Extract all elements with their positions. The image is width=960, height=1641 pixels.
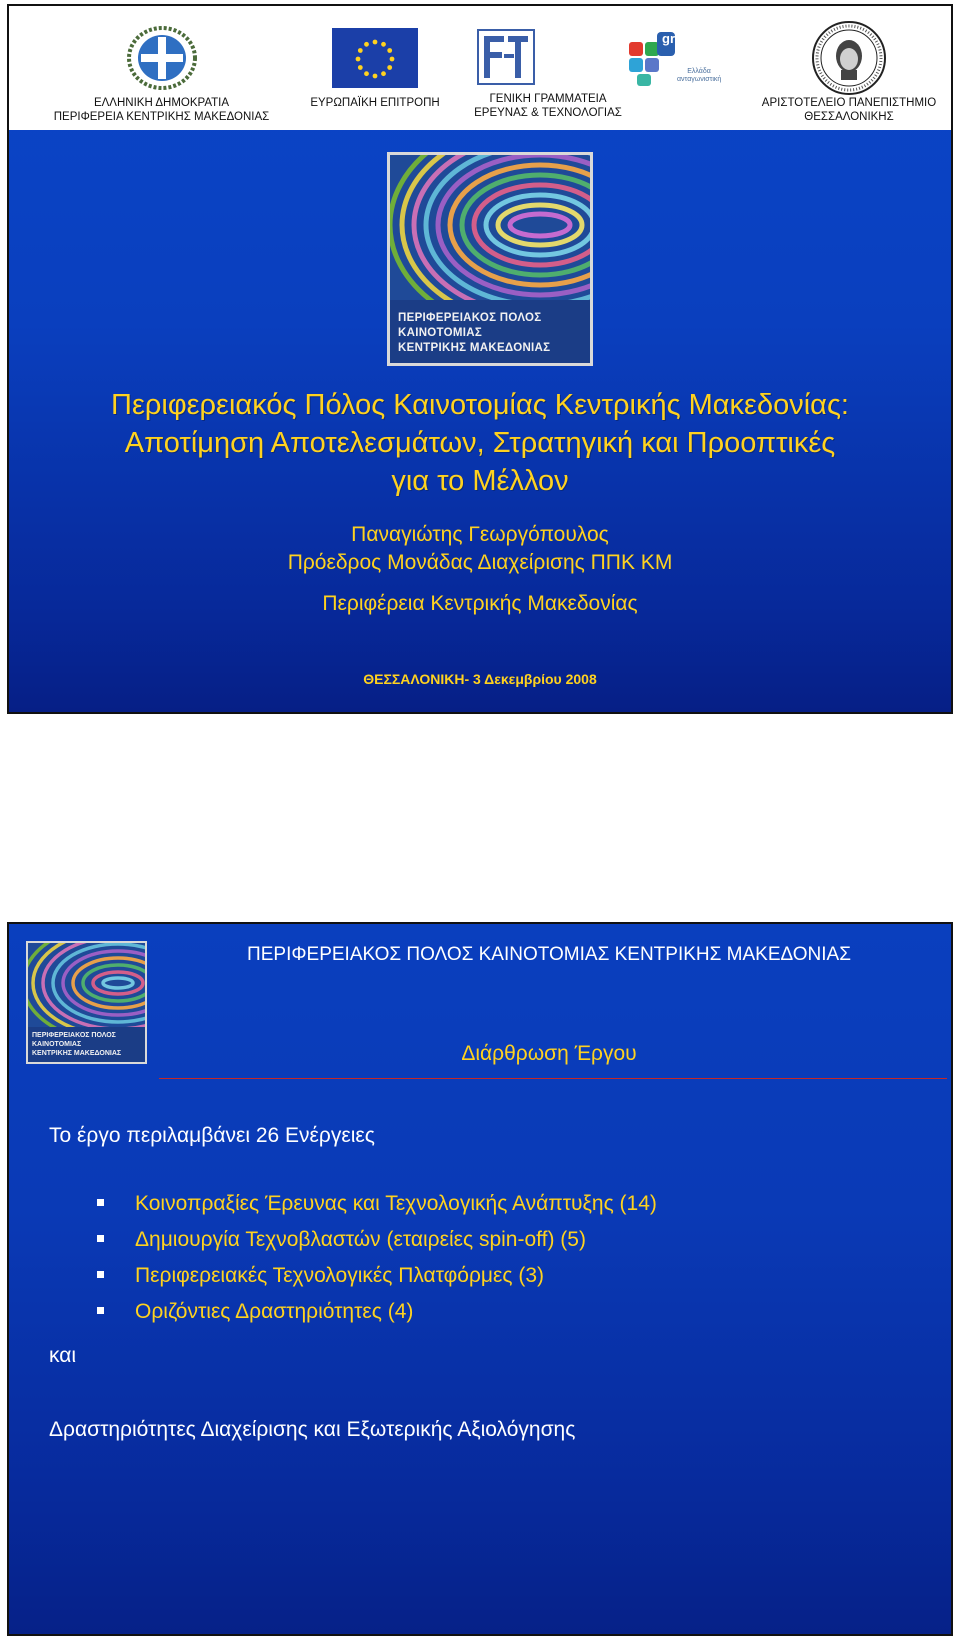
logo-greek-republic-label <box>29 96 294 124</box>
logo-european-commission-label <box>292 96 458 110</box>
cover-line: ΠΕΡΙΦΕΡΕΙΑΚΟΣ ΠΟΛΟΣ <box>398 312 542 324</box>
region-label: Περιφέρεια Κεντρικής Μακεδονίας <box>322 592 638 615</box>
cover-line: ΚΑΙΝΟΤΟΜΙΑΣ <box>398 327 483 339</box>
presenter <box>9 521 951 577</box>
thumb-line: ΠΕΡΙΦΕΡΕΙΑΚΟΣ ΠΟΛΟΣ <box>32 1032 116 1039</box>
list-item <box>97 1186 657 1222</box>
title-line: για το Μέλλον <box>391 465 569 497</box>
gr-mark: gr <box>662 31 675 46</box>
list-item-text: Περιφερειακές Τεχνολογικές Πλατφόρμες (3) <box>135 1264 545 1287</box>
thumb-caption <box>32 1031 121 1058</box>
title-line: Αποτίμηση Αποτελεσμάτων, Στρατηγική και Προοπτικές <box>124 427 836 459</box>
actions-list <box>97 1186 657 1330</box>
title-slide <box>7 4 953 714</box>
logo-gsrt <box>462 6 634 130</box>
gsrt-logo-icon <box>476 28 536 91</box>
label-line: ΑΡΙΣΤΟΤΕΛΕΙΟ ΠΑΝΕΠΙΣΤΗΜΙΟ <box>761 97 937 109</box>
cover-line: ΚΕΝΤΡΙΚΗΣ ΜΑΚΕΔΟΝΙΑΣ <box>398 342 551 354</box>
logo-header <box>9 6 951 130</box>
connector-text: και <box>49 1344 77 1367</box>
presenter-name: Παναγιώτης Γεωργόπουλος <box>351 523 609 546</box>
slide-subtitle: Διάρθρωση Έργου <box>461 1042 637 1065</box>
list-item <box>97 1222 657 1258</box>
list-item <box>97 1294 657 1330</box>
logo-auth <box>749 6 949 130</box>
label-line: ΕΥΡΩΠΑΪΚΗ ΕΠΙΤΡΟΠΗ <box>310 97 440 109</box>
label-line: ΕΛΛΗΝΙΚΗ ΔΗΜΟΚΡΑΤΙΑ <box>93 97 230 109</box>
cover-thumbnail <box>26 941 147 1064</box>
label-line: ΕΡΕΥΝΑΣ & ΤΕΧΝΟΛΟΓΙΑΣ <box>474 107 622 119</box>
cover-image <box>387 152 593 366</box>
bullet-square-icon <box>97 1307 104 1314</box>
cover-caption <box>398 311 550 356</box>
bullet-square-icon <box>97 1235 104 1242</box>
header-divider <box>159 1078 947 1079</box>
thumb-line: ΚΑΙΝΟΤΟΜΙΑΣ <box>32 1041 82 1048</box>
title-line: Περιφερειακός Πόλος Καινοτομίας Κεντρικής Μακεδονίας: <box>111 389 849 421</box>
thumb-line: ΚΕΝΤΡΙΚΗΣ ΜΑΚΕΔΟΝΙΑΣ <box>32 1050 122 1057</box>
bullet-square-icon <box>97 1271 104 1278</box>
auth-seal-icon <box>811 20 887 101</box>
list-item <box>97 1258 657 1294</box>
presentation-title <box>9 386 951 500</box>
list-item-text: Δημιουργία Τεχνοβλαστών (εταιρείες spin-off) (5) <box>135 1228 586 1251</box>
gr-caption: Ελλάδα ανταγωνιστική <box>677 68 722 83</box>
logo-greek-republic <box>29 6 294 130</box>
eu-flag-icon <box>332 28 418 93</box>
presentation-date: ΘΕΣΣΑΛΟΝΙΚΗ- 3 Δεκεμβρίου 2008 <box>363 671 597 687</box>
logo-greece-competitive <box>619 6 722 106</box>
presenter-role: Πρόεδρος Μονάδας Διαχείρισης ΠΠΚ ΚΜ <box>287 551 673 574</box>
label-line: ΓΕΝΙΚΗ ΓΡΑΜΜΑΤΕΙΑ <box>489 93 607 105</box>
list-item-text: Οριζόντιες Δραστηριότητες (4) <box>135 1300 414 1323</box>
label-line: ΠΕΡΙΦΕΡΕΙΑ ΚΕΝΤΡΙΚΗΣ ΜΑΚΕΔΟΝΙΑΣ <box>53 111 270 123</box>
logo-auth-label <box>749 96 949 124</box>
logo-european-commission <box>292 6 458 130</box>
intro-text: Το έργο περιλαμβάνει 26 Ενέργειες <box>49 1124 375 1147</box>
logo-gsrt-label <box>462 92 634 120</box>
bullet-square-icon <box>97 1199 104 1206</box>
closing-text: Δραστηριότητες Διαχείρισης και Εξωτερικής Αξιολόγησης <box>49 1418 576 1441</box>
list-item-text: Κοινοπραξίες Έρευνας και Τεχνολογικής Ανάπτυξης (14) <box>135 1192 657 1215</box>
greek-republic-emblem-icon <box>127 26 197 95</box>
structure-slide <box>7 922 953 1636</box>
slide-header: ΠΕΡΙΦΕΡΕΙΑΚΟΣ ΠΟΛΟΣ ΚΑΙΝΟΤΟΜΙΑΣ ΚΕΝΤΡΙΚΗΣ ΜΑΚΕΔΟΝΙΑΣ <box>247 944 851 965</box>
label-line: ΘΕΣΣΑΛΟΝΙΚΗΣ <box>804 111 894 123</box>
